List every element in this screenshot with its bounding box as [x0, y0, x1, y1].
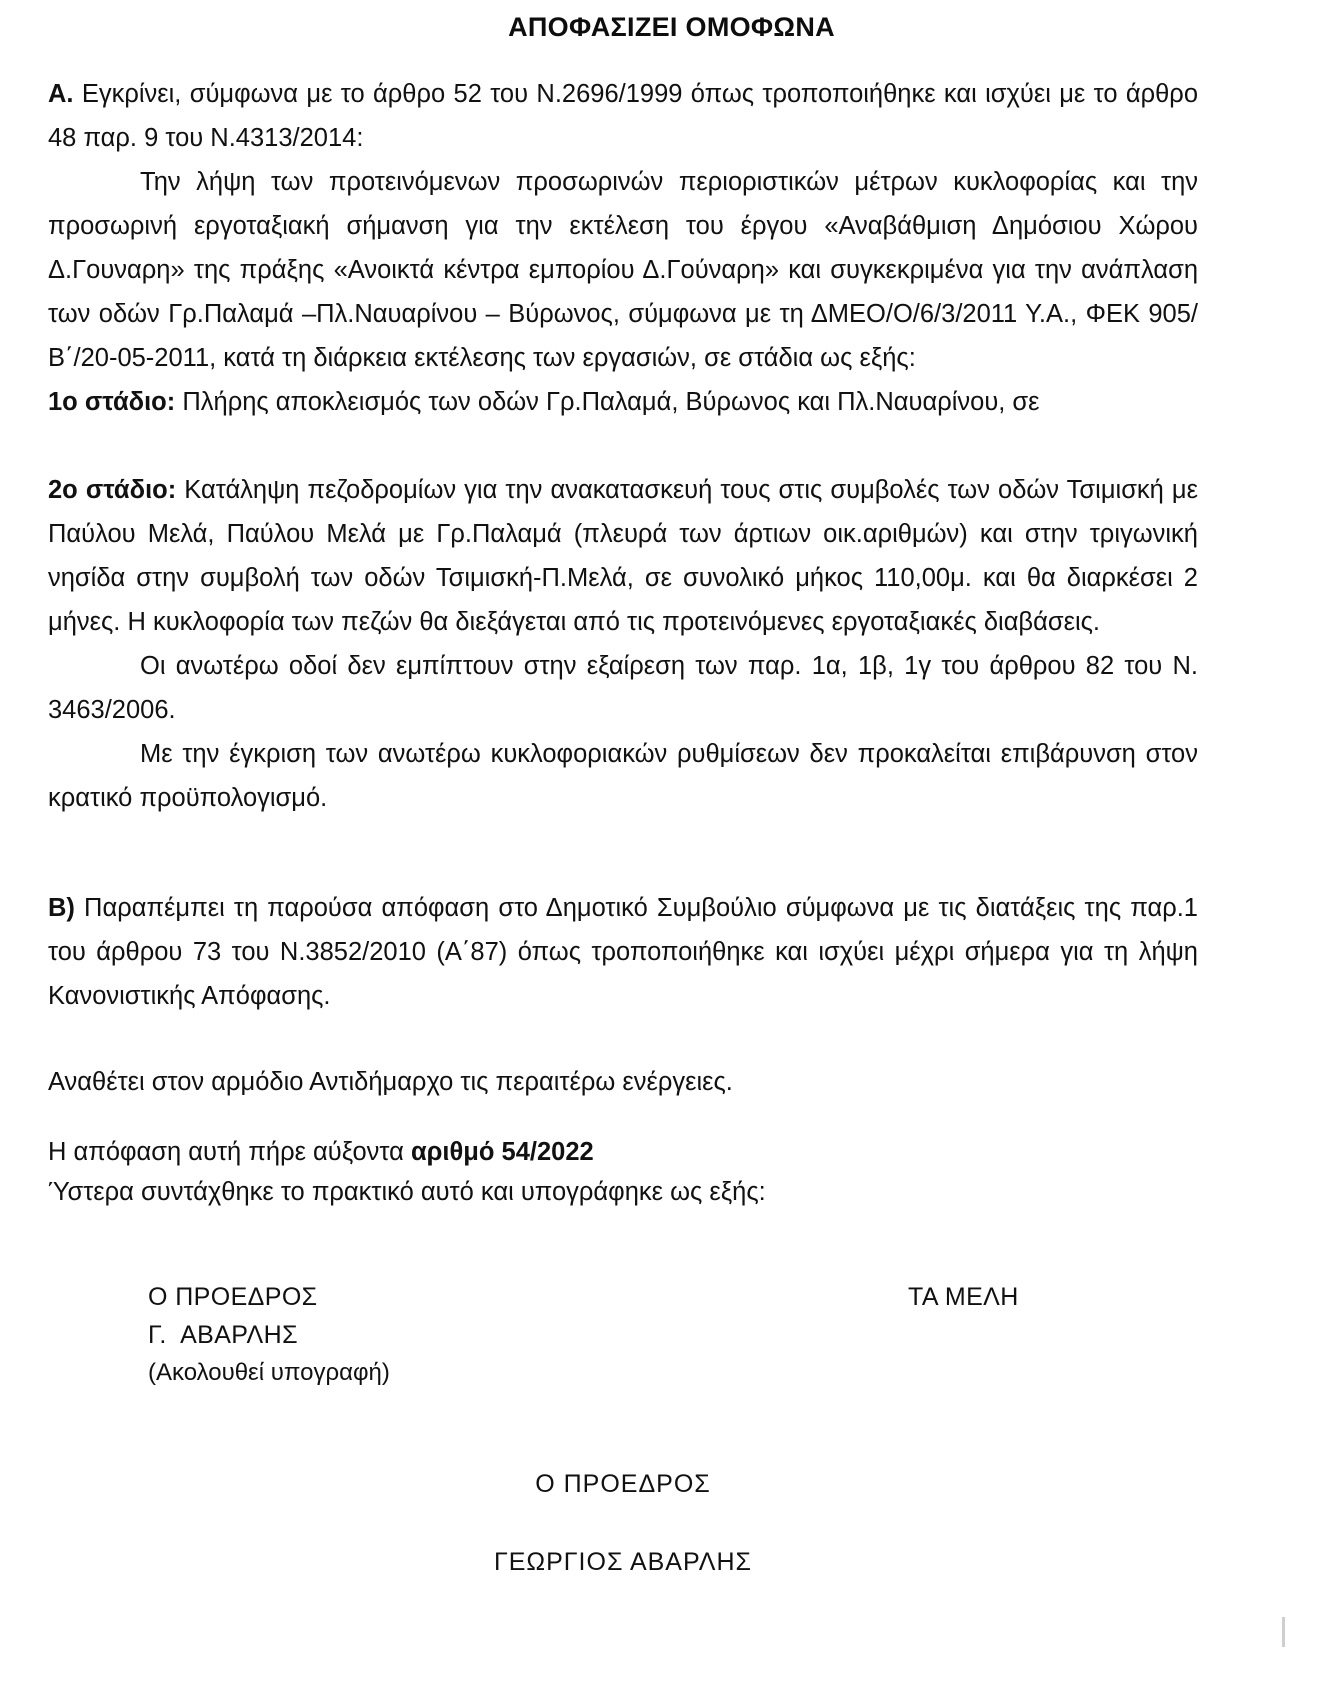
- closing-signature-block: [48, 1464, 1198, 1577]
- decision-number: αριθμό 54/2022: [410, 1138, 594, 1166]
- section-a-marker: Α.: [48, 80, 74, 108]
- section-b-marker: Β): [48, 894, 75, 922]
- page-title: ΑΠΟΦΑΣΙΖΕΙ ΟΜΟΦΩΝΑ: [508, 12, 835, 42]
- document-body: [48, 72, 1198, 1577]
- stage-2-text: Κατάληψη πεζοδρομίων για την ανακατασκευή τους στις συμβολές των οδών Τσιμισκή με Παύλου Μελά, Παύλου Μελά με Γρ.Παλαμά (πλευρά των άρτιων οικ.αριθμών) και στην τριγωνική νησίδα στην συμβολή των οδών Τσιμισκή-Π.Μελά, σε συνολικό μήκος 110,00μ. και θα διαρκέσει 2 μήνες. Η κυκλοφορία των πεζών θα διεξάγεται από τις προτεινόμενες εργοταξιακές διαβάσεις.: [48, 476, 1198, 636]
- stage-gap: [48, 424, 1198, 468]
- closing-president-label: Ο ΠΡΟΕΔΡΟΣ: [535, 1470, 711, 1498]
- president-name: Γ. ΑΒΑΡΛΗΣ: [148, 1321, 298, 1349]
- stage-2: [48, 468, 1198, 644]
- decision-record-line-2: Ύστερα συντάχθηκε το πρακτικό αυτό και υπογράφηκε ως εξής:: [48, 1178, 766, 1206]
- record-gap: [48, 1102, 1198, 1132]
- section-a-budget-paragraph: Με την έγκριση των ανωτέρω κυκλοφοριακών ρυθμίσεων δεν προκαλείται επιβάρυνση στον κρατικό προϋπολογισμό.: [48, 740, 1198, 812]
- section-b-text: Παραπέμπει τη παρούσα απόφαση στο Δημοτικό Συμβούλιο σύμφωνα με τις διατάξεις της παρ.1 του άρθρου 73 του Ν.3852/2010 (Α΄87) όπως τροποποιήθηκε και ισχύει μέχρι σήμερα για τη λήψη Κανονιστικής Απόφασης.: [48, 894, 1198, 1010]
- stage-1-text: Πλήρης αποκλεισμός των οδών Γρ.Παλαμά, Βύρωνος και Πλ.Ναυαρίνου, σε: [175, 388, 1040, 416]
- signature-gap: [48, 1222, 1198, 1278]
- section-b: [48, 886, 1198, 1018]
- section-a-exception-paragraph: Οι ανωτέρω οδοί δεν εμπίπτουν στην εξαίρεση των παρ. 1α, 1β, 1γ του άρθρου 82 του Ν. 3463/2006.: [48, 652, 1198, 724]
- section-gap: [48, 820, 1198, 886]
- stage-2-label: 2ο στάδιο:: [48, 476, 177, 504]
- assignment-text: Αναθέτει στον αρμόδιο Αντιδήμαρχο τις περαιτέρω ενέργειες.: [48, 1068, 733, 1096]
- stage-1: [48, 380, 1198, 424]
- stage-1-label: 1ο στάδιο:: [48, 388, 176, 416]
- decision-record-line-1: [48, 1132, 1198, 1172]
- signature-members-column: [608, 1278, 1198, 1316]
- scan-edge-artifact: [1282, 1617, 1285, 1647]
- closing-president-name: ΓΕΩΡΓΙΟΣ ΑΒΑΡΛΗΣ: [493, 1548, 753, 1576]
- section-a-lead-text: Εγκρίνει, σύμφωνα με το άρθρο 52 του Ν.2696/1999 όπως τροποποιήθηκε και ισχύει με το άρθρο 48 παρ. 9 του Ν.4313/2014:: [48, 80, 1198, 152]
- signature-president-column: [48, 1278, 608, 1392]
- signature-block: [48, 1222, 1198, 1577]
- signature-row: [48, 1278, 1198, 1392]
- members-label: ΤΑ ΜΕΛΗ: [908, 1283, 1019, 1311]
- section-a-body-paragraph: Την λήψη των προτεινόμενων προσωρινών περιοριστικών μέτρων κυκλοφορίας και την προσωρινή εργοταξιακή σήμανση για την εκτέλεση του έργου «Αναβάθμιση Δημόσιου Χώρου Δ.Γουναρη» της πράξης «Ανοικτά κέντρα εμπορίου Δ.Γούναρη» και συγκεκριμένα για την ανάπλαση των οδών Γρ.Παλαμά –Πλ.Ναυαρίνου – Βύρωνος, σύμφωνα με τη ΔΜΕΟ/Ο/6/3/2011 Υ.Α., ΦΕΚ 905/Β΄/20-05-2011, κατά τη διάρκεια εκτέλεσης των εργασιών, σε στάδια ως εξής:: [48, 168, 1198, 372]
- president-label: Ο ΠΡΟΕΔΡΟΣ: [148, 1283, 318, 1311]
- decision-record-prefix: Η απόφαση αυτή πήρε αύξοντα: [48, 1138, 411, 1166]
- assignment-gap: [48, 1018, 1198, 1062]
- section-a-lead: [48, 72, 1198, 160]
- closing-gap: [48, 1504, 1198, 1548]
- signature-note: (Ακολουθεί υπογραφή): [148, 1359, 390, 1386]
